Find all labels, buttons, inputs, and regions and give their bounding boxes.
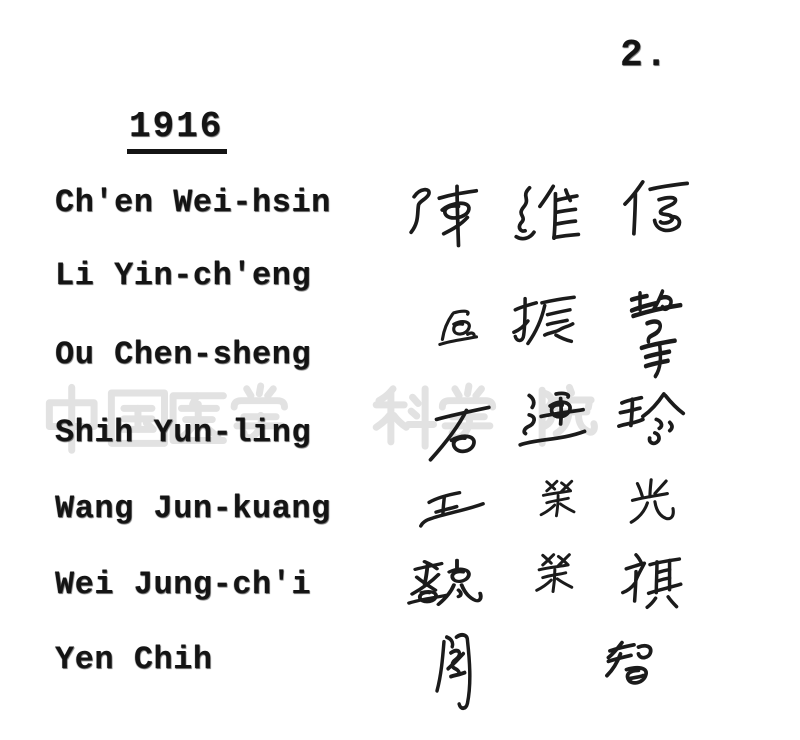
entry-romanized-name: Ch'en Wei-hsin (55, 184, 331, 221)
entry-romanized-name: Ou Chen-sheng (55, 336, 312, 373)
hanzi-hsin (625, 182, 687, 234)
hanzi-chen2 (514, 297, 574, 343)
hanzi-chen (411, 186, 476, 245)
page-number: 2. (620, 34, 670, 77)
hanzi-yen (437, 635, 470, 708)
entry-romanized-name: Shih Yun-ling (55, 414, 312, 451)
entry-romanized-name: Wei Jung-ch'i (55, 566, 312, 603)
hanzi-jung (537, 555, 572, 592)
hanzi-wang (421, 493, 483, 526)
hanzi-chih (607, 643, 651, 683)
hanzi-ou (440, 311, 477, 344)
handwritten-name-wang-jun-kuang (418, 476, 702, 542)
hanzi-yun (520, 393, 584, 444)
hanzi-sheng (632, 291, 681, 376)
handwritten-name-wei-jung-chi (406, 549, 704, 629)
handwritten-name-ou-chen-sheng (436, 286, 706, 382)
hanzi-ling (619, 394, 683, 443)
hanzi-chi (623, 555, 681, 607)
handwritten-name-chen-wei-hsin (406, 176, 696, 250)
hanzi-wei (516, 186, 578, 238)
entry-romanized-name: Yen Chih (55, 641, 213, 678)
year-heading: 1916 (127, 106, 227, 154)
hanzi-kuang (631, 480, 673, 522)
hanzi-shih (431, 407, 489, 459)
hanzi-wei2 (409, 560, 481, 604)
handwritten-name-yen-chih (426, 626, 670, 720)
handwritten-name-shih-yun-ling (424, 388, 692, 468)
entry-romanized-name: Wang Jun-kuang (55, 490, 331, 527)
entry-romanized-name: Li Yin-ch'eng (55, 257, 312, 294)
hanzi-jung (541, 481, 574, 516)
